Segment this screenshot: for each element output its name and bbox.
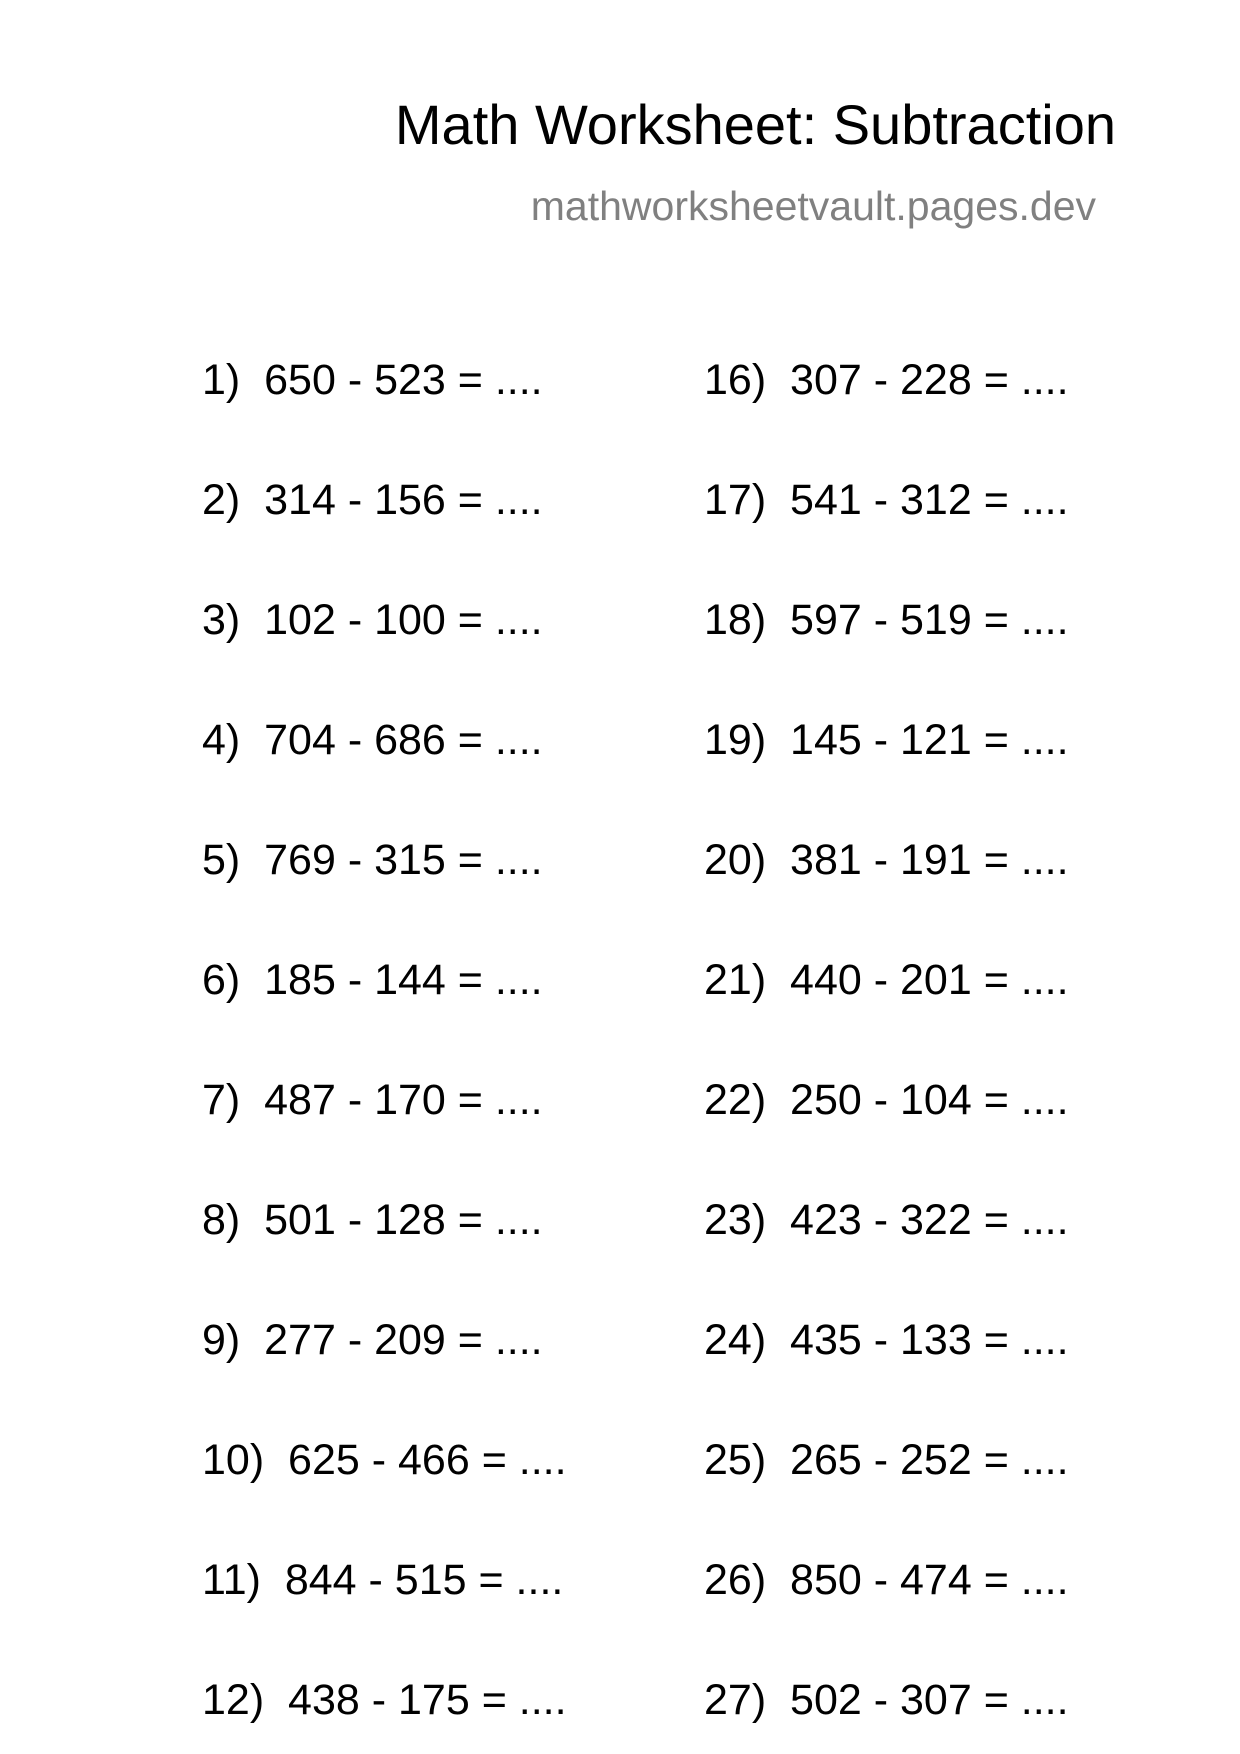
problem-20: 20) 381 - 191 = .... xyxy=(704,836,1069,884)
worksheet-source: mathworksheetvault.pages.dev xyxy=(530,183,1096,229)
problem-26: 26) 850 - 474 = .... xyxy=(704,1556,1069,1604)
problem-4: 4) 704 - 686 = .... xyxy=(202,716,543,764)
problem-18: 18) 597 - 519 = .... xyxy=(704,596,1069,644)
problem-7: 7) 487 - 170 = .... xyxy=(202,1076,543,1124)
problem-27: 27) 502 - 307 = .... xyxy=(704,1676,1069,1724)
problem-17: 17) 541 - 312 = .... xyxy=(704,476,1069,524)
problem-8: 8) 501 - 128 = .... xyxy=(202,1196,543,1244)
problem-11: 11) 844 - 515 = .... xyxy=(202,1556,564,1604)
problem-2: 2) 314 - 156 = .... xyxy=(202,476,543,524)
problem-25: 25) 265 - 252 = .... xyxy=(704,1436,1069,1484)
problem-16: 16) 307 - 228 = .... xyxy=(704,356,1069,404)
problem-22: 22) 250 - 104 = .... xyxy=(704,1076,1069,1124)
worksheet-title: Math Worksheet: Subtraction xyxy=(394,93,1116,156)
problem-19: 19) 145 - 121 = .... xyxy=(704,716,1069,764)
problem-9: 9) 277 - 209 = .... xyxy=(202,1316,543,1364)
problem-23: 23) 423 - 322 = .... xyxy=(704,1196,1069,1244)
problem-6: 6) 185 - 144 = .... xyxy=(202,956,543,1004)
problem-5: 5) 769 - 315 = .... xyxy=(202,836,543,884)
problem-12: 12) 438 - 175 = .... xyxy=(202,1676,567,1724)
problem-1: 1) 650 - 523 = .... xyxy=(202,356,543,404)
problem-3: 3) 102 - 100 = .... xyxy=(202,596,543,644)
problem-24: 24) 435 - 133 = .... xyxy=(704,1316,1069,1364)
problem-21: 21) 440 - 201 = .... xyxy=(704,956,1069,1004)
problem-10: 10) 625 - 466 = .... xyxy=(202,1436,567,1484)
